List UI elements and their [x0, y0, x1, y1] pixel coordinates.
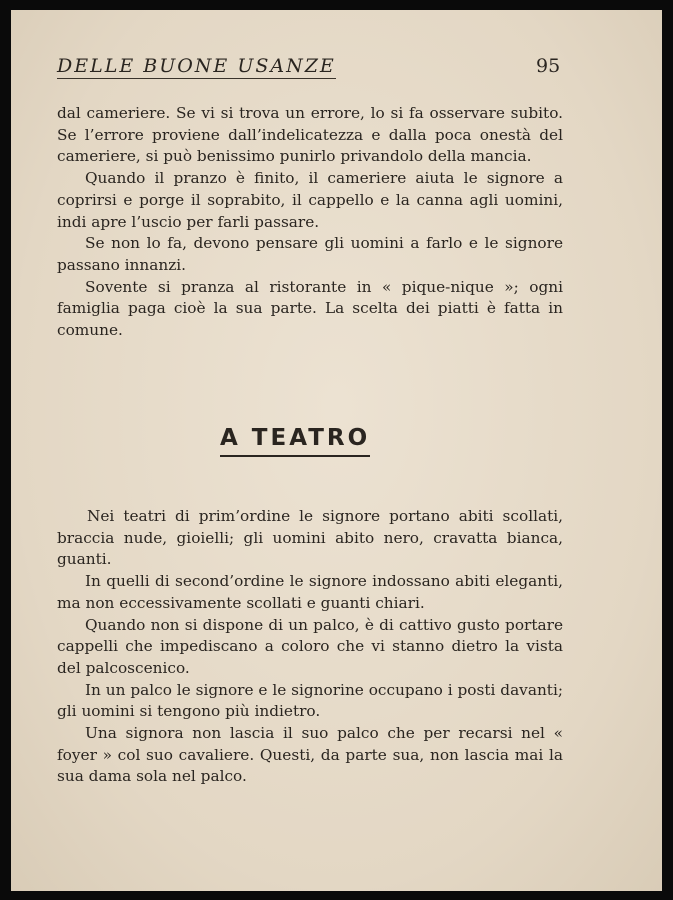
paragraph: Una signora non lascia il suo palco che per recarsi nel « foyer » col suo cavaliere. Questi, da parte sua, non lascia mai la sua dama sola nel palco.	[57, 724, 563, 786]
section-heading: A TEATRO	[220, 424, 370, 457]
paragraph: Sovente si pranza al ristorante in « pique-nique »; ogni famiglia paga cioè la sua parte. La scelta dei piatti è fatta in comune.	[57, 277, 563, 340]
section-text-block	[57, 506, 563, 788]
paragraph-continued: dal cameriere. Se vi si trova un errore, lo si fa osservare subito. Se l’errore proviene dall’indelicatezza e dalla poca onestà del cameriere, si può benissimo punirlo privandolo della mancia.	[57, 104, 563, 166]
paragraph: Quando il pranzo è finito, il cameriere aiuta le signore a coprirsi e porge il soprabito, il cappello e la canna agli uomini, indi apre l’uscio per farli passare.	[57, 169, 563, 231]
running-head-title: DELLE BUONE USANZE	[57, 55, 336, 77]
continued-text-block	[57, 103, 563, 342]
paragraph: In quelli di second’ordine le signore indossano abiti eleganti, ma non eccessivamente scollati e guanti chiari.	[57, 572, 563, 612]
paragraph: Quando non si dispone di un palco, è di cattivo gusto portare cappelli che impediscano a coloro che vi stanno dietro la vista del palcoscenico.	[57, 615, 563, 677]
paragraph: Nei teatri di prim’ordine le signore portano abiti scollati, braccia nude, gioielli; gli uomini abito nero, cravatta bianca, guanti.	[57, 507, 563, 569]
page-number: 95	[536, 55, 561, 77]
paragraph: Se non lo fa, devono pensare gli uomini a farlo e le signore passano innanzi.	[57, 234, 563, 274]
book-page	[11, 10, 662, 891]
paragraph: In un palco le signore e le signorine occupano i posti davanti; gli uomini si tengono più indietro.	[57, 680, 563, 721]
